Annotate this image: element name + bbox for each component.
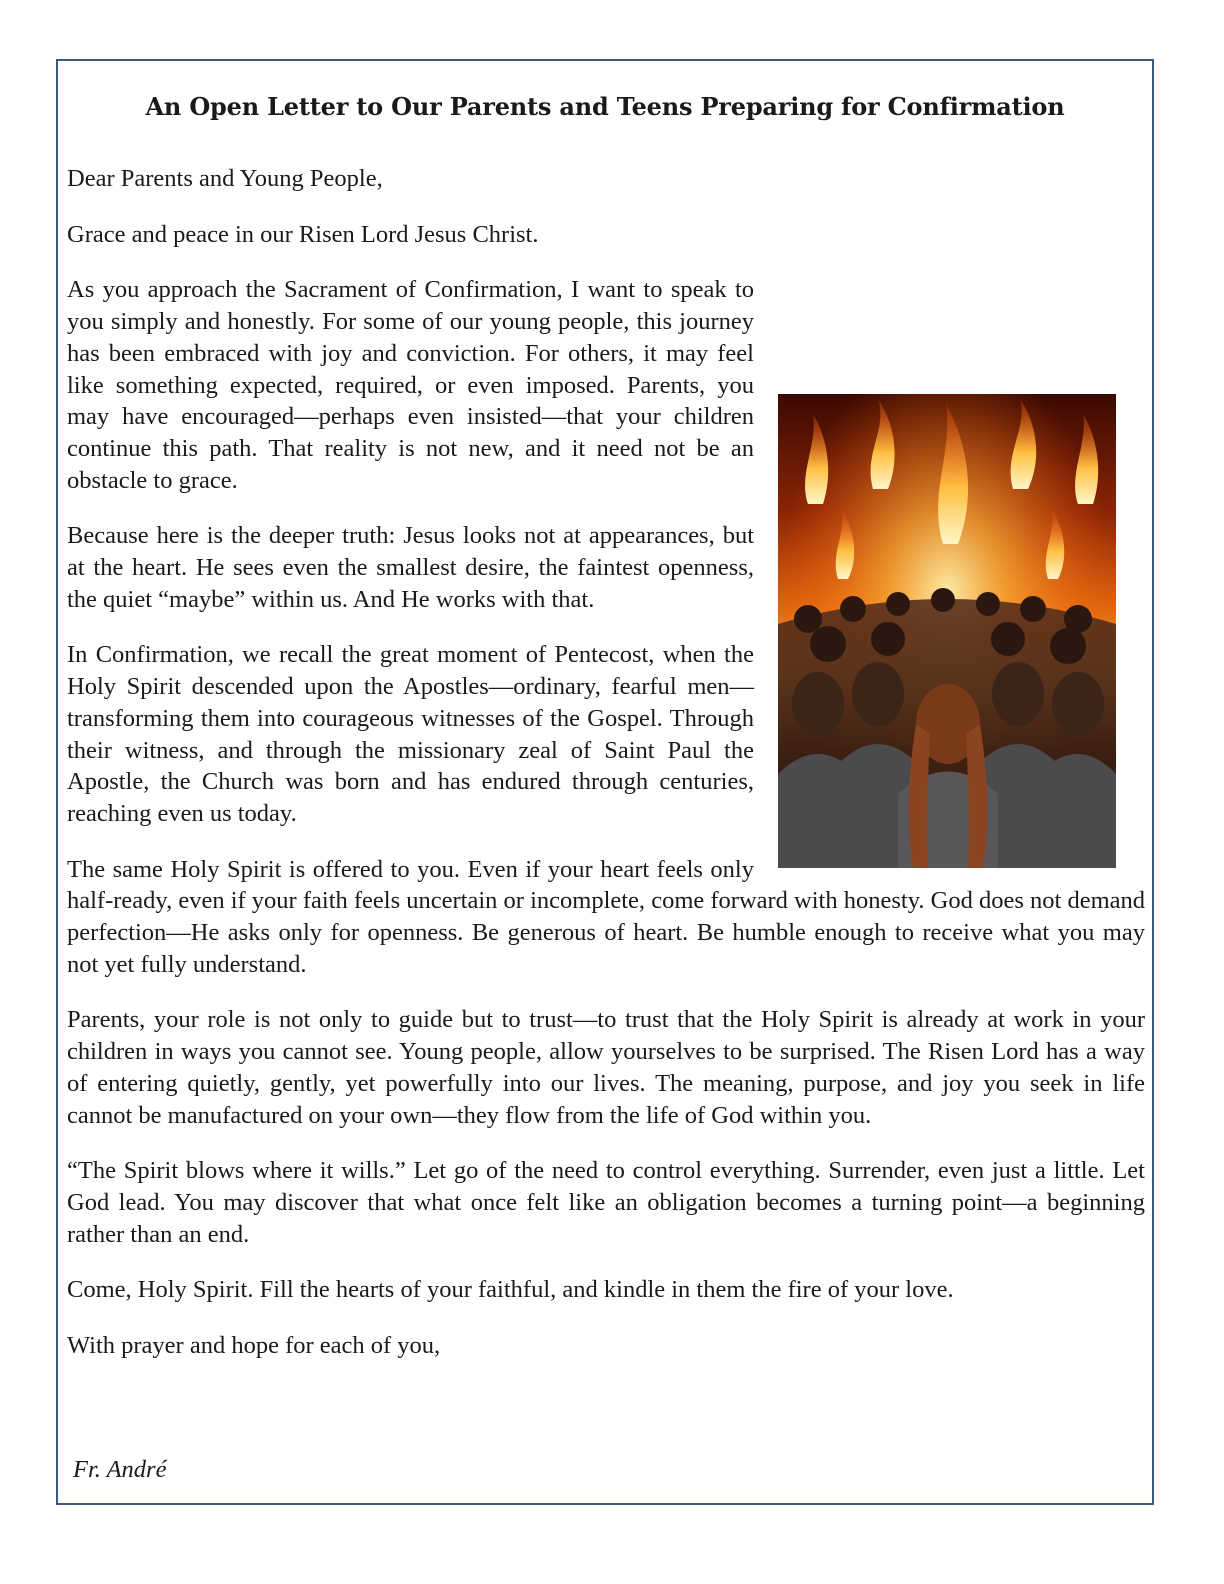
paragraph-6: “The Spirit blows where it wills.” Let go of the need to control everything. Surrender, even just a little. Let God lead. You may discover that what once felt like an obligation becomes a turning point—a beginning rather than an end.	[67, 1157, 1145, 1248]
paragraph-1: As you approach the Sacrament of Confirmation, I want to speak to you simply and honestly. For some of our young people, this journey has been embraced with joy and conviction. For others, it may feel like something expected, required, or even imposed. Parents, you may have encouraged—perhaps even insisted—that your children continue this path. That reality is not new, and it need not be an obstacle to grace.	[67, 276, 754, 494]
pentecost-fire-crowd-image	[778, 394, 1116, 868]
signature: Fr. André	[73, 1456, 167, 1483]
letter-title: An Open Letter to Our Parents and Teens Preparing for Confirmation	[145, 92, 1065, 121]
closing: With prayer and hope for each of you,	[67, 1332, 441, 1360]
paragraph-4: The same Holy Spirit is offered to you. Even if your heart feels only half-ready, even if your faith feels uncertain or incomplete, come forward with honesty. God does not demand perfection—He asks only for openness. Be generous of heart. Be humble enough to receive what you may not yet fully understand.	[67, 855, 1145, 978]
greeting: Grace and peace in our Risen Lord Jesus Christ.	[67, 220, 539, 248]
paragraph-5: Parents, your role is not only to guide but to trust—to trust that the Holy Spirit is already at work in your children in ways you cannot see. Young people, allow yourselves to be surprised. The Risen Lord has a way of entering quietly, gently, yet powerfully into our lives. The meaning, purpose, and joy you seek in life cannot be manufactured on your own—they flow from the life of God within you.	[67, 1006, 1145, 1129]
salutation: Dear Parents and Young People,	[67, 165, 383, 192]
letter-body	[67, 163, 1145, 1386]
paragraph-3: In Confirmation, we recall the great moment of Pentecost, when the Holy Spirit descended upon the Apostles—ordinary, fearful men—transforming them into courageous witnesses of the Gospel. Through their witness, and through the missionary zeal of Saint Paul the Apostle, the Church was born and has endured through centuries, reaching even us today.	[67, 641, 754, 827]
paragraph-7: Come, Holy Spirit. Fill the hearts of your faithful, and kindle in them the fire of your love.	[67, 1276, 954, 1304]
paragraph-2: Because here is the deeper truth: Jesus looks not at appearances, but at the heart. He sees even the smallest desire, the faintest openness, the quiet “maybe” within us. And He works with that.	[67, 522, 754, 613]
